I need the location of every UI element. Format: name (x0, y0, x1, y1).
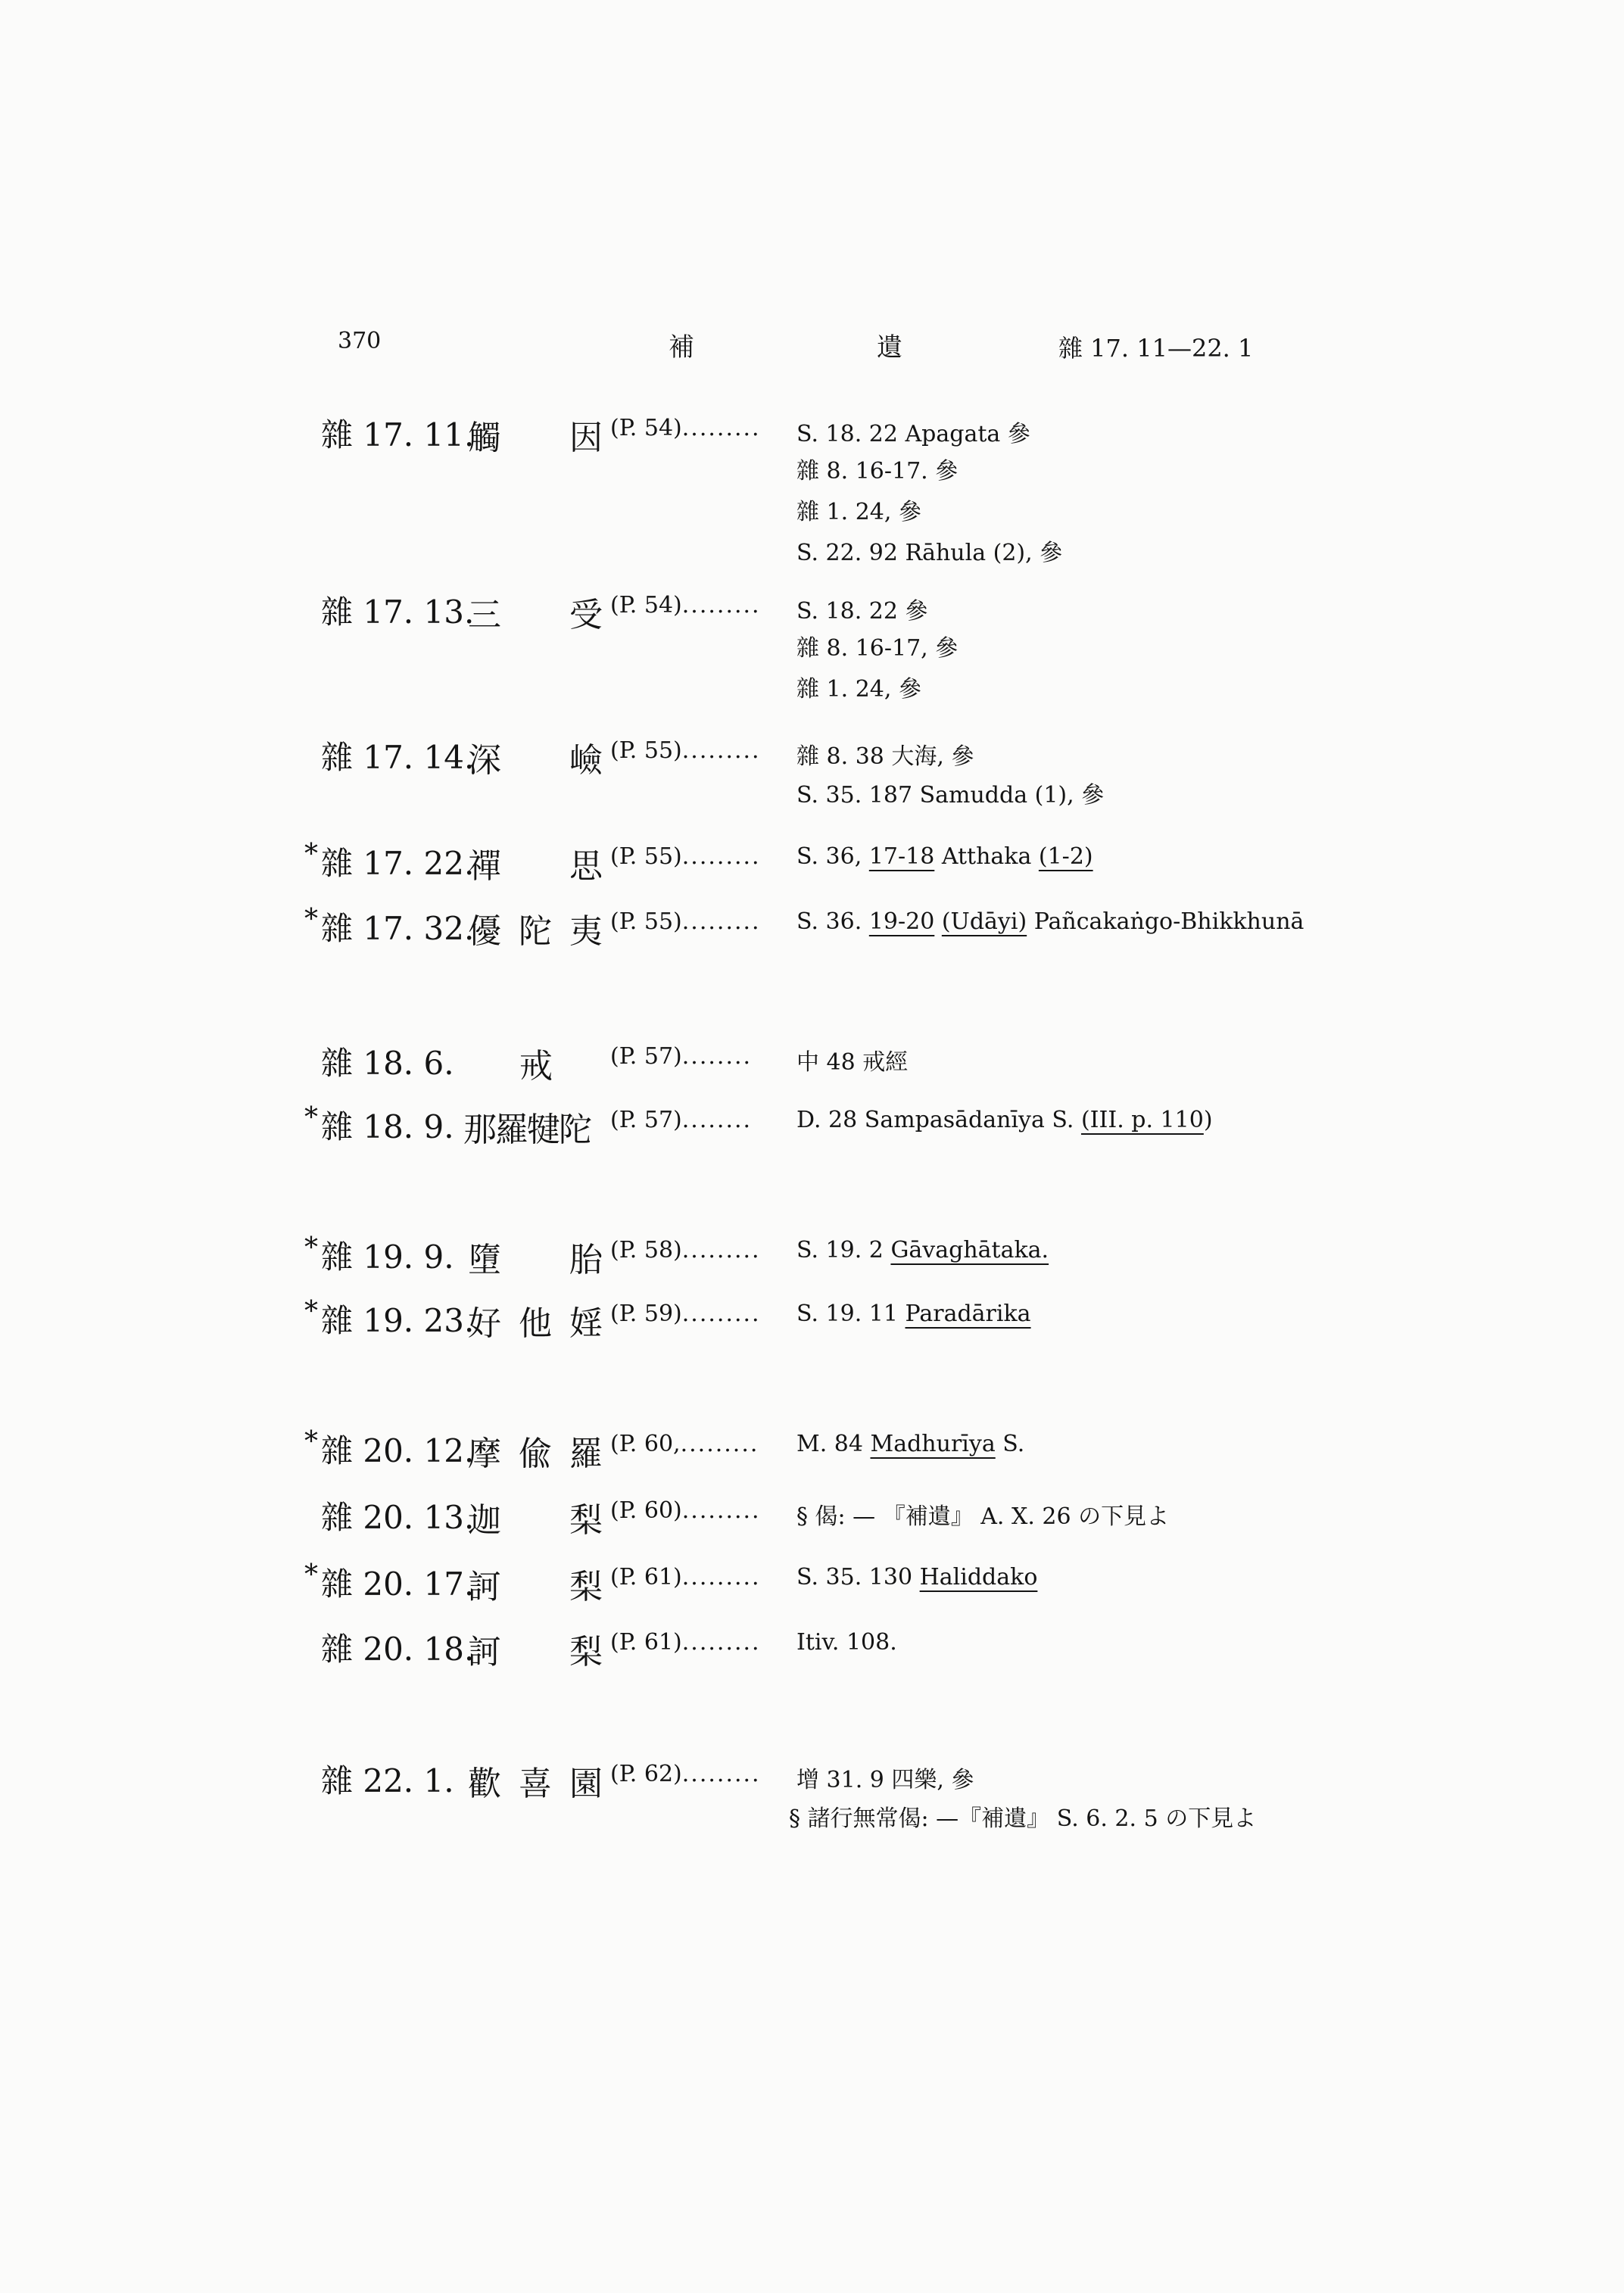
entry-page: (P. 58)......... (610, 1237, 761, 1263)
entry-ref: 雜 19. 23. (321, 1302, 475, 1339)
entry-citation: 中 48 戒經 (796, 1049, 909, 1076)
entry-title-b: 夷 (569, 912, 603, 951)
entry-ref: 雜 20. 18. (321, 1631, 475, 1668)
entry-ref: 雜 17. 14. (321, 739, 475, 776)
entry-ref: 雜 22. 1. (321, 1762, 454, 1799)
footnote: § 諸行無常偈: —『補遺』 S. 6. 2. 5 の下見よ (789, 1805, 1257, 1832)
entry-page: (P. 62)......... (610, 1761, 761, 1787)
entry-title-b: 嶮 (569, 741, 603, 780)
entry-title-a: 觸 (468, 419, 501, 457)
entry-title-a: 歡 (468, 1765, 501, 1803)
entry-citation: S. 19. 2 Gāvaghātaka. (796, 1237, 1049, 1263)
entry-page: (P. 57)........ (610, 1107, 753, 1133)
entry-ref: 雜 17. 22. (321, 845, 475, 882)
entry-star: * (304, 1559, 318, 1590)
entry-page: (P. 60)......... (610, 1497, 761, 1524)
entry-subcitation: 雜 1. 24, 參 (796, 499, 921, 525)
entry-star: * (304, 839, 318, 870)
entry-title-a: 三 (468, 596, 501, 634)
entry-title-a: 摩 (468, 1435, 501, 1473)
entry-subcitation: 雜 1. 24, 參 (796, 676, 921, 703)
entry-page: (P. 55)......... (610, 908, 761, 935)
entry-title-b: 梨 (569, 1501, 603, 1540)
entry-title-a: 訶 (468, 1633, 501, 1671)
entry-ref: 雜 17. 11. (321, 416, 475, 453)
entry-citation: S. 36, 17-18 Atthaka (1-2) (796, 843, 1093, 870)
entry-title-a: 優 (468, 912, 501, 951)
entry-page: (P. 55)......... (610, 843, 761, 870)
entry-title-b: 梨 (569, 1633, 603, 1671)
entry-title-a: 訶 (468, 1568, 501, 1606)
entry-title-b: 胎 (569, 1241, 603, 1279)
entry-title-m: 喜 (519, 1765, 552, 1803)
entry-citation: M. 84 Madhurīya S. (796, 1431, 1025, 1457)
entry-ref: 雜 17. 32. (321, 910, 475, 947)
page-number: 370 (338, 328, 382, 354)
entry-star: * (304, 1426, 318, 1457)
entry-citation: D. 28 Sampasādanīya S. (III. p. 110) (796, 1107, 1213, 1133)
entry-citation: Itiv. 108. (796, 1629, 897, 1656)
entry-title-b: 受 (569, 596, 603, 634)
entry-title-b: 思 (569, 847, 603, 886)
entry-star: * (304, 1232, 318, 1263)
entry-citation: 增 31. 9 四樂, 參 (796, 1767, 974, 1793)
entry-ref: 雜 18. 6. (321, 1045, 454, 1082)
entry-title-a: 好 (468, 1304, 501, 1343)
entry-citation: 雜 8. 38 大海, 參 (796, 743, 974, 770)
entry-page: (P. 54)......... (610, 592, 761, 618)
entry-title-b: 梨 (569, 1568, 603, 1606)
entry-page: (P. 61)......... (610, 1564, 761, 1590)
entry-title-m: 陀 (519, 912, 552, 951)
entry-title-m: 偸 (519, 1435, 552, 1473)
entry-page: (P. 55)......... (610, 737, 761, 764)
entry-citation: § 偈: — 『補遺』 A. X. 26 の下見よ (796, 1503, 1170, 1530)
entry-citation: S. 18. 22 參 (796, 598, 928, 625)
entry-star: * (304, 1296, 318, 1327)
entry-title-m: 他 (519, 1304, 552, 1343)
entry-ref: 雜 18. 9. (321, 1108, 454, 1145)
entry-star: * (304, 904, 318, 935)
entry-subcitation: 雜 8. 16-17. 參 (796, 458, 959, 484)
entry-ref: 雜 20. 12. (321, 1432, 475, 1469)
entry-title-a: 迦 (468, 1501, 501, 1540)
entry-citation: S. 35. 130 Haliddako (796, 1564, 1038, 1590)
entry-citation: S. 19. 11 Paradārika (796, 1301, 1031, 1327)
entry-citation: S. 36. 19-20 (Udāyi) Pañcakaṅgo-Bhikkhunā (796, 908, 1304, 935)
entry-citation: S. 18. 22 Apagata 參 (796, 421, 1030, 447)
entry-page: (P. 61)......... (610, 1629, 761, 1656)
entry-subcitation: S. 35. 187 Samudda (1), 參 (796, 782, 1105, 808)
entry-title-b: 羅 (569, 1435, 603, 1473)
entry-page: (P. 60,......... (610, 1431, 759, 1457)
running-range: 雜 17. 11—22. 1 (1058, 334, 1254, 363)
entry-ref: 雜 19. 9. (321, 1238, 454, 1276)
entry-ref: 雜 20. 13. (321, 1499, 475, 1536)
running-title-char-2: 遺 (877, 332, 902, 363)
entry-subcitation: S. 22. 92 Rāhula (2), 參 (796, 540, 1063, 566)
entry-title-a: 深 (468, 741, 501, 780)
entry-title-a: 那羅犍陀 (463, 1111, 591, 1149)
entry-title-a: 禪 (468, 847, 501, 886)
entry-title-b: 因 (569, 419, 603, 457)
entry-ref: 雜 17. 13. (321, 594, 475, 631)
entry-star: * (304, 1102, 318, 1133)
entry-ref: 雜 20. 17. (321, 1566, 475, 1603)
entry-page: (P. 54)......... (610, 415, 761, 441)
entry-page: (P. 59)......... (610, 1301, 761, 1327)
entry-title-b: 戒 (519, 1047, 553, 1086)
running-title-char-1: 補 (669, 332, 694, 363)
entry-subcitation: 雜 8. 16-17, 參 (796, 635, 959, 662)
entry-title-a: 墮 (468, 1241, 501, 1279)
entry-title-b: 園 (569, 1765, 603, 1803)
entry-page: (P. 57)........ (610, 1043, 753, 1070)
entry-title-b: 婬 (569, 1304, 603, 1343)
